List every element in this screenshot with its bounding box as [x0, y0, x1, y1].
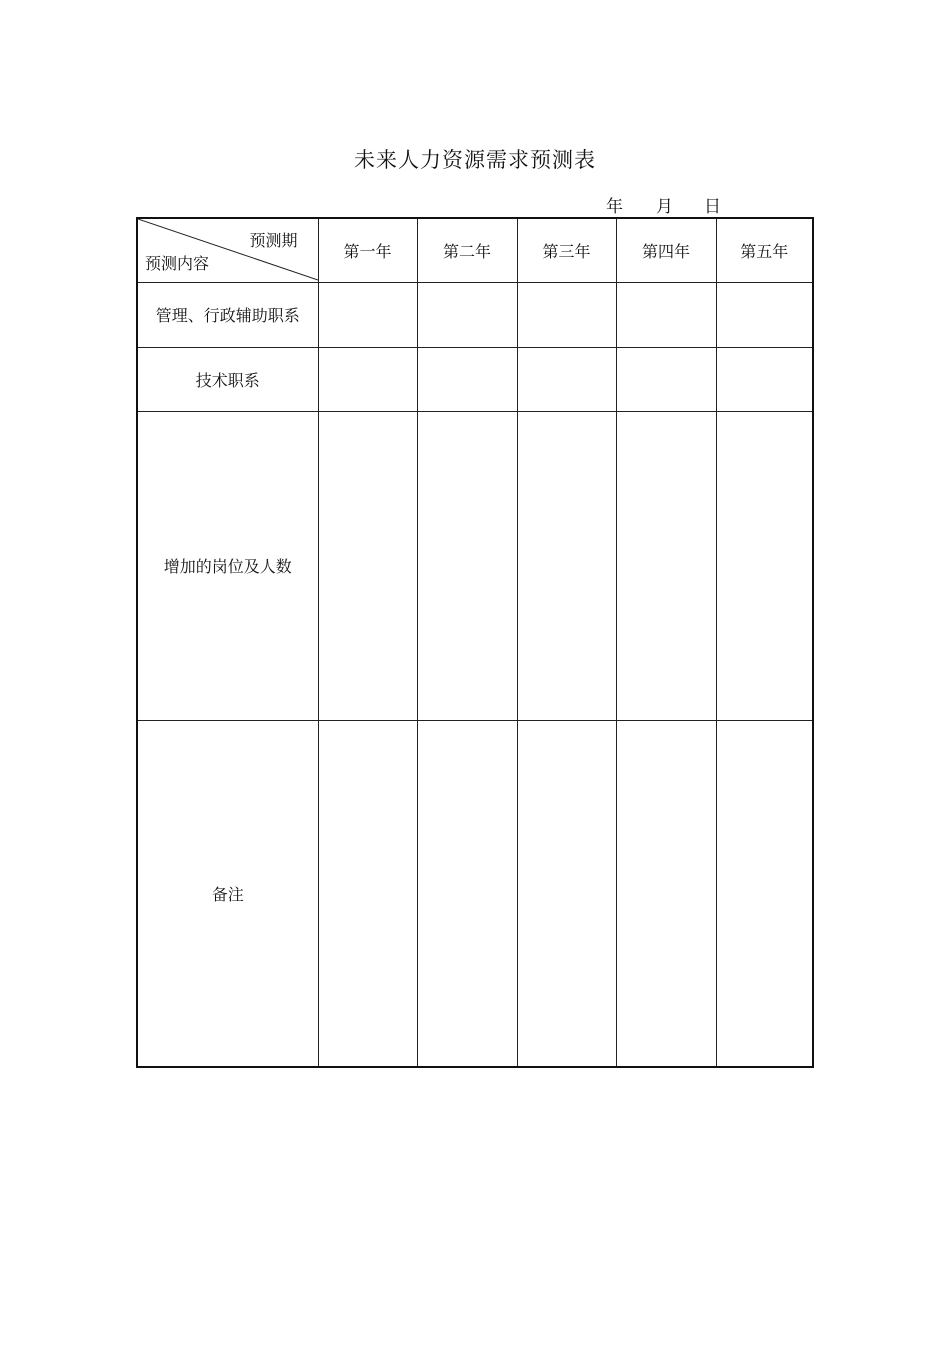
- header-row: [138, 219, 812, 282]
- table-cell[interactable]: [616, 347, 716, 411]
- corner-content-label: 预测内容: [145, 253, 210, 273]
- table-cell[interactable]: [318, 411, 417, 720]
- table-row: [138, 411, 812, 720]
- table-cell[interactable]: [517, 720, 616, 1066]
- column-header: 第二年: [417, 219, 517, 282]
- column-header: 第一年: [318, 219, 417, 282]
- table-cell[interactable]: [318, 282, 417, 347]
- row-label: 增加的岗位及人数: [138, 411, 318, 720]
- forecast-table: [138, 219, 812, 1066]
- table-cell[interactable]: [616, 720, 716, 1066]
- table-cell[interactable]: [716, 347, 812, 411]
- forecast-table-frame: [136, 217, 814, 1068]
- table-row: [138, 720, 812, 1066]
- column-header: 第四年: [616, 219, 716, 282]
- table-cell[interactable]: [417, 720, 517, 1066]
- table-cell[interactable]: [318, 347, 417, 411]
- table-cell[interactable]: [616, 282, 716, 347]
- table-cell[interactable]: [517, 282, 616, 347]
- row-label: 管理、行政辅助职系: [138, 282, 318, 347]
- corner-period-label: 预测期: [249, 231, 298, 250]
- date-day-label: 日: [704, 197, 721, 217]
- row-label: 技术职系: [138, 347, 318, 411]
- date-month-label: 月: [656, 197, 673, 217]
- table-cell[interactable]: [517, 411, 616, 720]
- table-cell[interactable]: [417, 282, 517, 347]
- table-cell[interactable]: [417, 347, 517, 411]
- table-cell[interactable]: [716, 282, 812, 347]
- column-header: 第三年: [517, 219, 616, 282]
- table-cell[interactable]: [716, 720, 812, 1066]
- table-row: [138, 282, 812, 347]
- table-cell[interactable]: [616, 411, 716, 720]
- table-cell[interactable]: [716, 411, 812, 720]
- table-row: [138, 347, 812, 411]
- table-cell[interactable]: [417, 411, 517, 720]
- corner-header-cell: [138, 219, 318, 282]
- column-header: 第五年: [716, 219, 812, 282]
- row-label: 备注: [138, 720, 318, 1066]
- table-cell[interactable]: [318, 720, 417, 1066]
- table-cell[interactable]: [517, 347, 616, 411]
- page-title: 未来人力资源需求预测表: [354, 148, 596, 172]
- date-year-label: 年: [606, 197, 623, 217]
